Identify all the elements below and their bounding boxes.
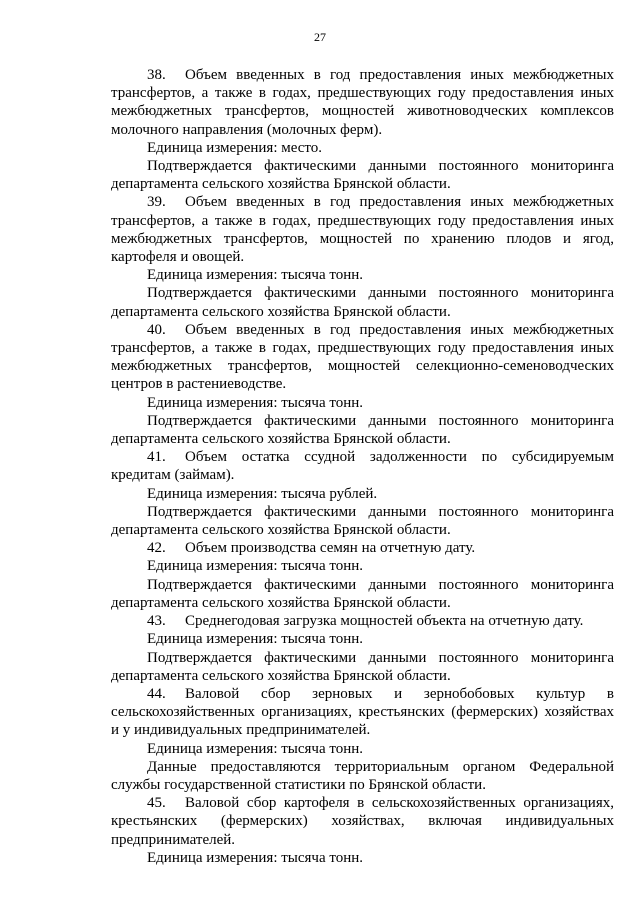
item-source: Подтверждается фактическими данными постоянного мониторинга департамента сельского хозяйства Брянской области. <box>111 503 614 539</box>
item-unit: Единица измерения: тысяча тонн. <box>147 558 364 575</box>
item-number: 40. <box>147 321 166 338</box>
item-number: 39. <box>147 194 166 211</box>
item-text <box>111 321 614 394</box>
item-source: Данные предоставляются территориальным органом Федеральной службы государственной статистики по Брянской области. <box>111 758 614 793</box>
item-description: Объем введенных в год предоставления иных межбюджетных трансфертов, а также в годах, предшествующих году предоставления иных межбюджетных трансфертов, мощностей селекционно-семеноводческих центров в растениеводстве. <box>111 321 614 393</box>
list-item-44 <box>111 685 614 794</box>
item-number: 38. <box>147 67 166 83</box>
item-number: 45. <box>147 795 166 812</box>
item-text <box>111 193 614 266</box>
item-description: Валовой сбор картофеля в сельскохозяйственных организациях, крестьянских (фермерских) хозяйствах, включая индивидуальных предпринимателей. <box>111 795 614 848</box>
item-unit: Единица измерения: тысяча тонн. <box>147 849 364 866</box>
list-item-42 <box>111 539 614 612</box>
item-text <box>111 539 614 557</box>
item-text <box>111 448 614 484</box>
item-text <box>111 685 614 740</box>
item-unit: Единица измерения: тысяча тонн. <box>147 267 364 284</box>
item-source: Подтверждается фактическими данными постоянного мониторинга департамента сельского хозяйства Брянской области. <box>111 649 614 684</box>
item-source: Подтверждается фактическими данными постоянного мониторинга департамента сельского хозяйства Брянской области. <box>111 285 614 320</box>
list-item-43 <box>111 612 614 685</box>
list-item-40 <box>111 321 614 448</box>
item-unit: Единица измерения: тысяча тонн. <box>147 394 364 411</box>
item-text <box>111 66 614 139</box>
item-description: Объем производства семян на отчетную дату. <box>185 540 476 557</box>
item-description: Валовой сбор зерновых и зернобобовых культур в сельскохозяйственных организациях, крестьянских (фермерских) хозяйствах и у индивидуальных предпринимателей. <box>111 685 614 739</box>
item-description: Объем введенных в год предоставления иных межбюджетных трансфертов, а также в годах, предшествующих году предоставления иных межбюджетных трансфертов, мощностей по хранению плодов и ягод, картофеля и овощей. <box>111 194 614 266</box>
item-text <box>111 794 614 849</box>
item-number: 41. <box>147 449 166 466</box>
item-number: 44. <box>147 685 166 702</box>
page-number: 27 <box>314 30 326 44</box>
item-source: Подтверждается фактическими данными постоянного мониторинга департамента сельского хозяйства Брянской области. <box>111 576 614 611</box>
item-unit: Единица измерения: тысяча рублей. <box>147 485 378 502</box>
item-text <box>111 612 614 630</box>
item-number: 43. <box>147 613 166 630</box>
item-unit: Единица измерения: место. <box>147 139 323 156</box>
item-unit: Единица измерения: тысяча тонн. <box>147 631 364 648</box>
list-item-45 <box>111 794 614 867</box>
item-description: Объем остатка ссудной задолженности по субсидируемым кредитам (займам). <box>111 449 614 484</box>
item-source: Подтверждается фактическими данными постоянного мониторинга департамента сельского хозяйства Брянской области. <box>111 412 614 448</box>
item-unit: Единица измерения: тысяча тонн. <box>147 740 364 757</box>
document-body <box>111 66 614 867</box>
list-item-38 <box>111 66 614 193</box>
item-description: Среднегодовая загрузка мощностей объекта на отчетную дату. <box>185 613 584 630</box>
list-item-41 <box>111 448 614 539</box>
list-item-39 <box>111 193 614 320</box>
item-number: 42. <box>147 540 166 557</box>
item-description: Объем введенных в год предоставления иных межбюджетных трансфертов, а также в годах, предшествующих году предоставления иных межбюджетных трансфертов, мощностей животноводческих комплексов молочного направления (молочных ферм). <box>111 67 614 138</box>
item-source: Подтверждается фактическими данными постоянного мониторинга департамента сельского хозяйства Брянской области. <box>111 158 614 193</box>
